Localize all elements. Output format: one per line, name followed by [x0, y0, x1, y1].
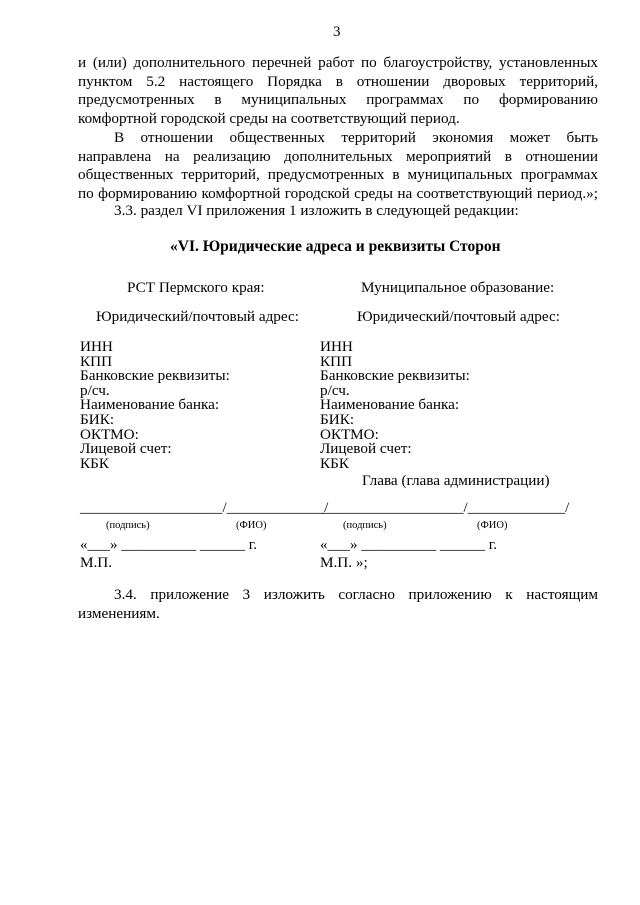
text-line: общественных территорий, предусмотренных в муниципальных программах	[78, 166, 598, 183]
right-address-label: Юридический/почтовый адрес:	[357, 308, 560, 325]
left-fio-label: (ФИО)	[236, 520, 267, 531]
field-kpp: КПП	[320, 352, 353, 370]
field-personal-account: Лицевой счет:	[80, 440, 172, 458]
field-inn: ИНН	[80, 338, 113, 355]
text-line: и (или) дополнительного перечней работ по благоустройству, установленных	[78, 54, 598, 71]
text-line: комфортной городской среды на соответствующий период.	[78, 109, 460, 127]
text-line: пунктом 5.2 настоящего Порядка в отношении дворовых территорий,	[78, 72, 598, 90]
text-line: направлена на реализацию дополнительных мероприятий в отношении	[78, 147, 598, 165]
field-account: р/сч.	[320, 381, 350, 399]
field-oktmo: ОКТМО:	[320, 425, 379, 443]
left-address-label: Юридический/почтовый адрес:	[96, 308, 299, 325]
field-bank-details: Банковские реквизиты:	[320, 367, 470, 385]
field-bank-name: Наименование банка:	[320, 396, 460, 414]
right-signature-line: ___________________/_____________/	[321, 500, 570, 516]
field-bik: БИК:	[320, 410, 355, 428]
right-fio-label: (ФИО)	[477, 520, 508, 531]
right-date-line: «___» __________ ______ г.	[320, 537, 497, 553]
right-stamp: М.П. »;	[320, 554, 368, 571]
field-account: р/сч.	[80, 381, 110, 399]
field-oktmo: ОКТМО:	[80, 425, 139, 443]
field-kbk: КБК	[80, 454, 109, 472]
paragraph-1	[78, 54, 598, 128]
left-signature-line: ___________________/_____________/	[80, 500, 329, 516]
paragraph-4	[78, 586, 598, 623]
text-line: 3.4. приложение 3 изложить согласно приложению к настоящим	[114, 586, 598, 603]
right-signature-label: (подпись)	[343, 520, 387, 531]
left-signature-label: (подпись)	[106, 520, 150, 531]
field-bank-name: Наименование банка:	[80, 396, 220, 414]
field-kpp: КПП	[80, 352, 113, 370]
paragraph-2	[78, 129, 598, 203]
text-line: В отношении общественных территорий экономия может быть	[114, 129, 598, 146]
right-head-title: Глава (глава администрации)	[362, 472, 550, 489]
right-party-name: Муниципальное образование:	[361, 279, 555, 296]
right-requisites	[320, 340, 470, 471]
left-party-name: РСТ Пермского края:	[127, 279, 265, 296]
text-line: по формированию комфортной городской среды на соответствующий период.»;	[78, 184, 598, 202]
left-stamp: М.П.	[80, 554, 113, 571]
paragraph-3: 3.3. раздел VI приложения 1 изложить в следующей редакции:	[114, 202, 519, 219]
left-date-line: «___» __________ ______ г.	[80, 537, 257, 553]
field-personal-account: Лицевой счет:	[320, 440, 412, 458]
page-number: 3	[333, 24, 341, 40]
field-bik: БИК:	[80, 410, 115, 428]
text-line: предусмотренных в муниципальных программах по формированию	[78, 91, 598, 108]
field-kbk: КБК	[320, 454, 349, 472]
field-bank-details: Банковские реквизиты:	[80, 367, 230, 385]
section-title: «VI. Юридические адреса и реквизиты Сторон	[170, 238, 501, 255]
text-line: изменениям.	[78, 604, 160, 622]
left-requisites	[80, 340, 230, 471]
field-inn: ИНН	[320, 338, 353, 355]
